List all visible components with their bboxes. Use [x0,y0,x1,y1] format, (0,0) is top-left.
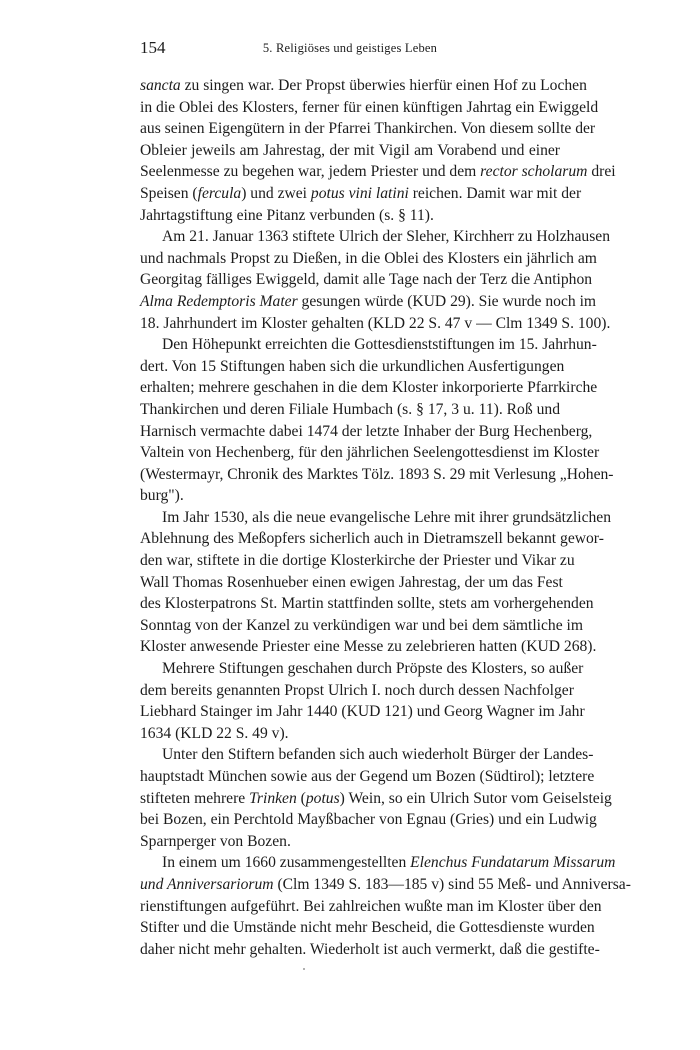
text-run: reichen. Damit war mit der [408,184,582,202]
text-line [140,507,612,529]
text-line [140,528,604,550]
text-line [140,658,584,680]
text-line [140,636,597,658]
text-line [140,334,597,356]
text-line [140,744,594,766]
text-run: Obleier jeweils am Jahrestag, der mit Vigil am Vorabend und einer [140,141,560,159]
text-line [140,97,599,119]
text-line [140,809,597,831]
text-line [140,269,593,291]
text-run: Seelenmesse zu begehen war, jedem Priester und dem [140,163,481,181]
text-line [140,442,600,464]
text-run: des Klosterpatrons St. Martin stattfinden sollte, stets am vorhergehenden [140,595,594,613]
text-line [140,852,616,874]
text-line [140,896,602,918]
text-run: Wall Thomas Rosenhueber einen ewigen Jahrestag, der um das Fest [140,573,563,591]
text-line [140,313,611,335]
text-run: Stifter und die Umstände nicht mehr Bescheid, die Gottesdienste wurden [140,919,595,937]
text-run: (Westermayr, Chronik des Marktes Tölz. 1893 S. 29 mit Verlesung „Hohen- [140,465,614,483]
text-line [140,248,597,270]
italic-text: potus vini latini [310,184,409,202]
italic-text: Trinken [249,789,297,807]
text-run: (Clm 1349 S. 183—185 v) sind 55 Meß- und Anniversa- [273,875,631,893]
italic-text: fercula [197,184,242,202]
text-run: zu singen war. Der Propst überwies hierfür einen Hof zu Lochen [180,77,587,94]
text-line [140,593,594,615]
text-run: gesungen würde (KUD 29). Sie wurde noch im [297,292,597,310]
text-line [140,75,587,97]
text-run: Im Jahr 1530, als die neue evangelische Lehre mit ihrer grundsätzlichen [162,508,612,526]
text-line [140,831,560,853]
text-run: ) und zwei [241,184,311,202]
text-run: In einem um 1660 zusammengestellten [162,854,411,872]
text-run: drei [587,163,616,181]
text-run: erhalten; mehrere geschahen in die dem Kloster inkorporierte Pfarrkirche [140,379,598,397]
text-run: Unter den Stiftern befanden sich auch wiederholt Bürger der Landes- [162,746,594,764]
text-run: bei Bozen, ein Perchtold Mayßbacher von Egnau (Gries) und ein Ludwig [140,811,597,829]
text-run: Den Höhepunkt erreichten die Gottesdienststiftungen im 15. Jahrhun- [162,336,597,354]
text-line [140,550,575,572]
text-line [140,766,595,788]
text-run: Liebhard Stainger im Jahr 1440 (KUD 121) und Georg Wagner im Jahr [140,703,585,721]
text-run: 1634 (KLD 22 S. 49 v). [140,724,289,742]
text-line [140,615,583,637]
text-line [140,161,616,183]
text-line [140,226,610,248]
text-run: und nachmals Propst zu Dießen, in die Oblei des Klosters ein jährlich am [140,249,597,267]
italic-text: sancta [140,77,181,94]
text-run: Valtein von Hechenberg, für den jährlichen Seelengottesdienst im Kloster [140,444,600,462]
text-line [140,118,596,140]
running-head: 5. Religiöses und geistiges Leben [262,41,438,55]
text-line [140,680,574,702]
text-run: 18. Jahrhundert im Kloster gehalten (KLD 22 S. 47 v — Clm 1349 S. 100). [140,314,611,332]
text-run: dert. Von 15 Stiftungen haben sich die urkundlichen Ausfertigungen [140,357,565,375]
italic-text: rector scholarum [480,163,588,181]
text-run: ) Wein, so ein Ulrich Sutor vom Geiselsteig [339,789,612,807]
italic-text: Alma Redemptoris Mater [140,292,298,310]
text-line [140,723,560,745]
text-line [140,874,631,896]
text-run: Sonntag von der Kanzel zu verkündigen war und bei dem sämtliche im [140,616,583,634]
text-run: stifteten mehrere [140,789,250,807]
text-run: Georgitag fälliges Ewiggeld, damit alle Tage nach der Terz die Antiphon [140,271,593,289]
text-line [140,356,565,378]
text-run: hauptstadt München sowie aus der Gegend um Bozen (Südtirol); letztere [140,768,595,785]
text-run: Thankirchen und deren Filiale Humbach (s. § 17, 3 u. 11). Roß und [140,400,560,418]
text-line [140,291,597,313]
text-line [140,485,560,507]
text-line [140,788,612,810]
italic-text: und Anniversariorum [140,875,274,893]
italic-text: potus [305,789,340,807]
text-line [140,399,560,421]
text-run: in die Oblei des Klosters, ferner für einen künftigen Jahrtag ein Ewiggeld [140,98,599,116]
body-text [140,75,631,960]
text-run: Sparnperger von Bozen. [140,832,291,850]
text-line [140,421,593,443]
text-run: dem bereits genannten Propst Ulrich I. noch durch dessen Nachfolger [140,681,574,699]
italic-text: Elenchus Fundatarum Missarum [410,854,616,872]
text-line [140,701,585,723]
text-run: Ablehnung des Meßopfers sicherlich auch in Dietramszell bekannt gewor- [140,530,604,548]
text-run: ( [296,789,306,807]
text-line [140,377,598,399]
text-run: Kloster anwesende Priester eine Messe zu zelebrieren hatten (KUD 268). [140,638,597,656]
text-run: Jahrtagstiftung eine Pitanz verbunden (s. § 11). [140,206,434,224]
text-run: rienstiftungen aufgeführt. Bei zahlreichen wußte man im Kloster über den [140,897,602,915]
text-run: aus seinen Eigengütern in der Pfarrei Thankirchen. Von diesem sollte der [140,120,596,138]
text-line [140,140,560,162]
text-run: Am 21. Januar 1363 stiftete Ulrich der Sleher, Kirchherr zu Holzhausen [162,228,610,246]
text-line [140,205,560,227]
text-run: Mehrere Stiftungen geschahen durch Pröpste des Klosters, so außer [162,660,584,678]
page-header [140,38,560,62]
text-run: den war, stiftete in die dortige Klosterkirche der Priester und Vikar zu [140,552,575,570]
text-line [140,939,600,961]
text-line [140,464,614,486]
text-run: daher nicht mehr gehalten. Wiederholt ist auch vermerkt, daß die gestifte- [140,940,600,958]
text-line [140,572,563,594]
text-line [140,917,595,939]
print-speck [303,968,305,970]
text-run: Speisen ( [140,184,198,202]
text-run: burg"). [140,487,184,505]
page-number: 154 [140,38,166,57]
text-line [140,183,582,205]
text-run: Harnisch vermachte dabei 1474 der letzte Inhaber der Burg Hechenberg, [140,422,593,440]
